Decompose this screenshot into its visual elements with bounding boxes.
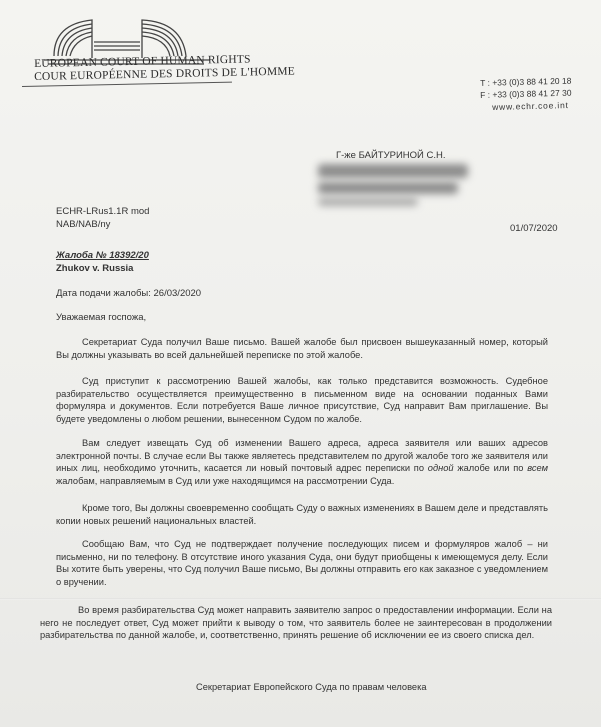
paragraph-2: Суд приступит к рассмотрению Вашей жалобы, как только представится возможность. Судебное разбирательство осуществляется преимущественно в письменном виде на основании поданных Вами формуляра и документов. Если потребуется Ваше личное присутствие, Суд направит Вам приглашение. Вы будете уведомлены о любом решении, вынесенном Судом по жалобе.	[56, 376, 548, 424]
paragraph-5: Сообщаю Вам, что Суд не подтверждает получение последующих писем и формуляров жалоб – ни письменно, ни по телефону. В отсутствие иного указания Суда, они будут приобщены к имеющемуся делу. Если Вы хотите быть уверены, что Суд получил Ваше письмо, Вы должны отправить его как заказное с уведомлением о вручении.	[56, 539, 548, 587]
paragraph-4: Кроме того, Вы должны своевременно сообщать Суду о важных изменениях в Вашем деле и представлять копии новых решений национальных властей.	[56, 503, 548, 526]
fax-number: F : +33 (0)3 88 41 27 30	[480, 87, 572, 100]
paragraph-3-part-c: жалобам, направляемым в Суд или уже находящимся на рассмотрении Суда.	[56, 475, 395, 486]
paragraph-3-part-b: жалобе или по	[457, 463, 524, 474]
paragraph-3	[56, 437, 548, 487]
paragraph-3-emphasis-one: одной	[427, 463, 454, 474]
case-name: Zhukov v. Russia	[56, 263, 134, 274]
court-name-french: COUR EUROPÉENNE DES DROITS DE L'HOMME	[34, 65, 296, 83]
reference-initials: NAB/NAB/ny	[56, 219, 111, 230]
application-number: Жалоба № 18392/20	[56, 250, 149, 261]
paragraph-6: Во время разбирательства Суд может направить заявителю запрос о предоставлении информации. Если на него не последует ответ, Суд может прийти к выводу о том, что заявитель более не заинтересован в продолжении разбирательства по данной жалобе, и, соответственно, принять решение об исключении ее из своего списка дел.	[40, 605, 552, 641]
reference-code: ECHR-LRus1.1R mod	[56, 206, 150, 217]
phone-number: T : +33 (0)3 88 41 20 18	[480, 75, 572, 88]
letter-date: 01/07/2020	[510, 223, 558, 234]
court-name-english: EUROPEAN COURT OF HUMAN RIGHTS	[34, 53, 251, 70]
paragraph-3-emphasis-all: всем	[527, 463, 548, 474]
paragraph-3-part-a: Вам следует извещать Суд об изменении Вашего адреса, адреса заявителя или ваших адресов электронной почты. В случае если Вы также являетесь представителем по другой жалобе того же заявителя или иных лиц, необходимо уточнить, касается ли новый почтовый адрес переписки по	[56, 438, 548, 474]
redacted-address-line-2	[318, 182, 458, 194]
redacted-address-line-1	[318, 164, 468, 178]
paper-fold	[0, 598, 601, 600]
paragraph-1: Секретариат Суда получил Ваше письмо. Вашей жалобе был присвоен вышеуказанный номер, который Вы должны указывать во всей дальнейшей переписке по этой жалобе.	[56, 337, 548, 360]
recipient-name: Г-же БАЙТУРИНОЙ С.Н.	[336, 150, 446, 161]
filing-date: Дата подачи жалобы: 26/03/2020	[56, 288, 202, 299]
website-link[interactable]: www.echr.coe.int	[492, 99, 569, 112]
salutation: Уважаемая госпожа,	[56, 312, 147, 323]
redacted-address-line-3	[318, 198, 418, 206]
signature-line: Секретариат Европейского Суда по правам человека	[196, 682, 427, 692]
